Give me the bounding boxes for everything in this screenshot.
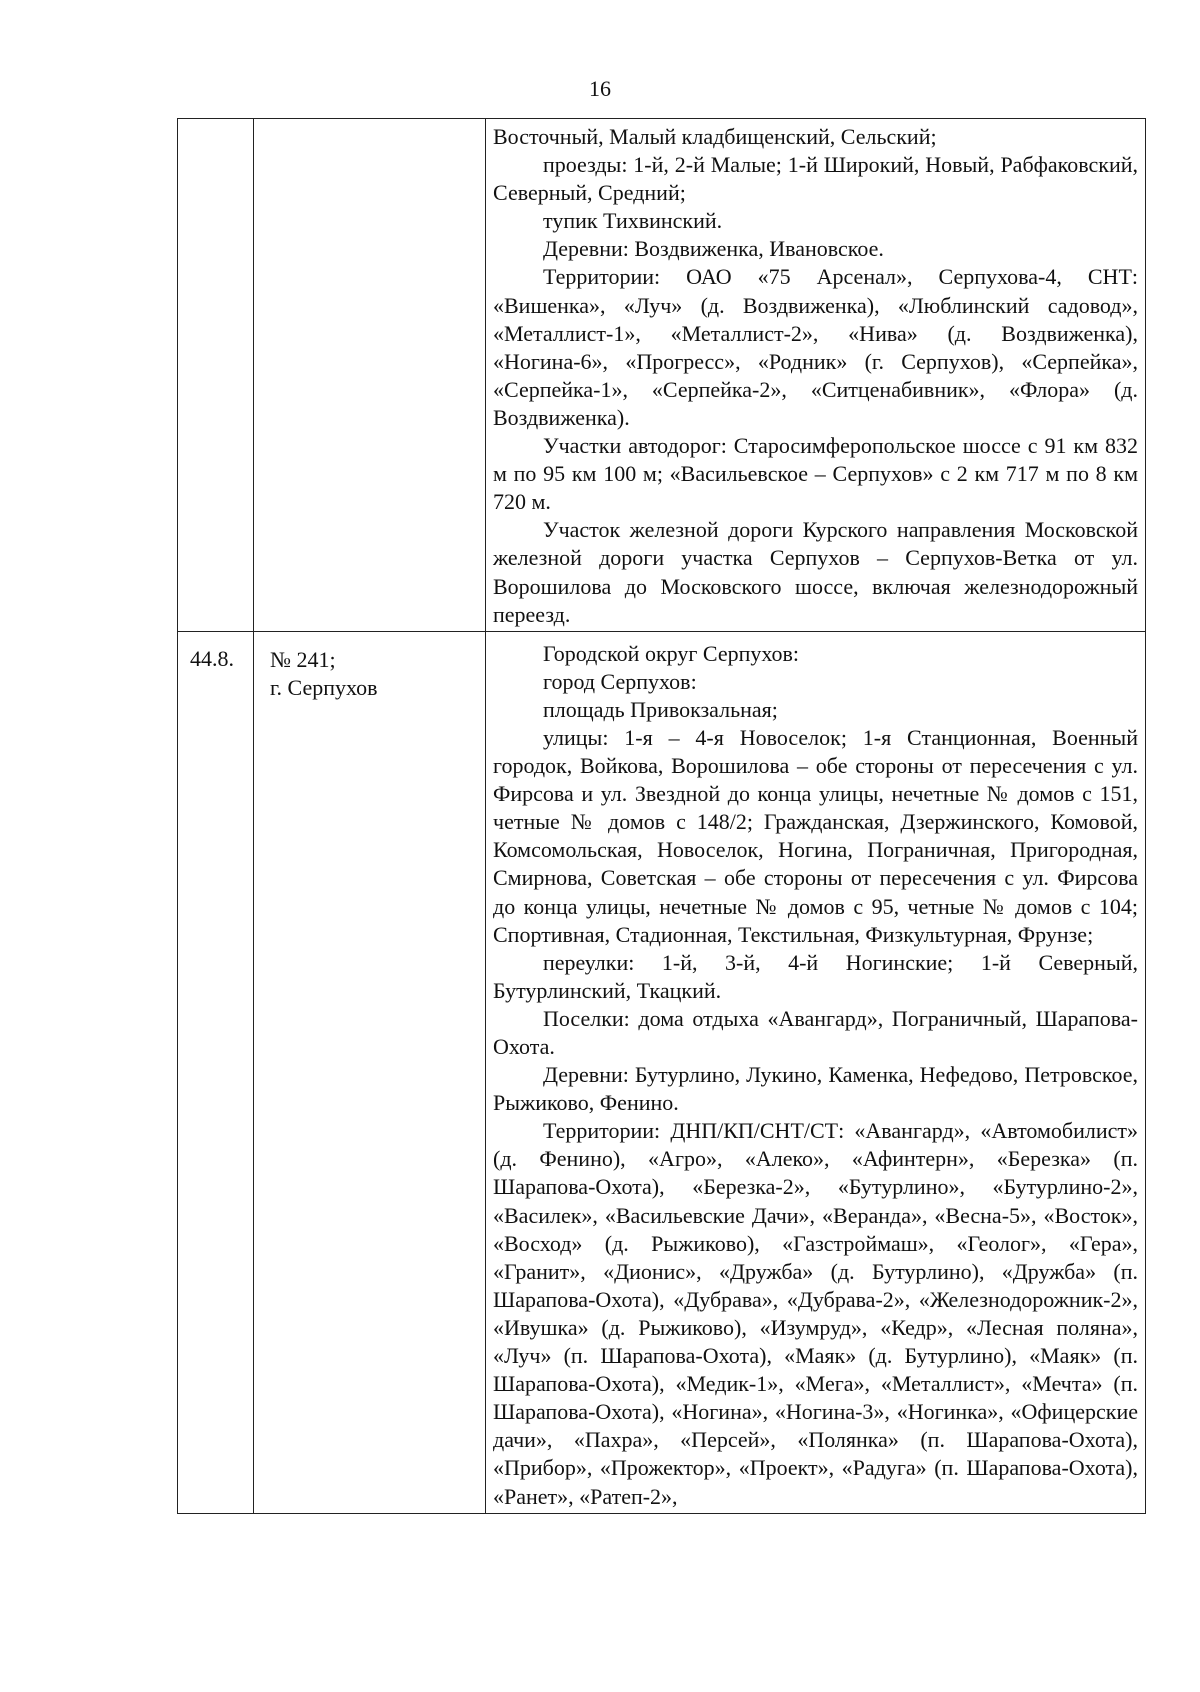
paragraph: переулки: 1-й, 3-й, 4-й Ногинские; 1-й Северный, Бутурлинский, Ткацкий.: [493, 949, 1138, 1003]
district-city: г. Серпухов: [270, 674, 378, 700]
paragraph: Деревни: Бутурлино, Лукино, Каменка, Нефедово, Петровское, Рыжиково, Фенино.: [493, 1062, 1138, 1116]
paragraph: город Серпухов:: [543, 668, 697, 694]
paragraph: Участок железной дороги Курского направления Московской железной дороги участка Серпухов – Серпухов-Ветка от ул. Ворошилова до Московского шоссе, включая железнодорожный переезд.: [493, 517, 1138, 627]
page-number: 16: [589, 76, 611, 101]
paragraph: Восточный, Малый кладбищенский, Сельский;: [493, 124, 937, 149]
district-number: № 241;: [270, 646, 336, 672]
paragraph: тупик Тихвинский.: [543, 208, 723, 234]
paragraph: Деревни: Воздвиженка, Ивановское.: [543, 236, 884, 262]
paragraph: Поселки: дома отдыха «Авангард», Пограничный, Шарапова-Охота.: [493, 1005, 1138, 1059]
paragraph: площадь Привокзальная;: [543, 696, 778, 722]
paragraph: Городской округ Серпухов:: [543, 640, 800, 666]
row-number: 44.8.: [178, 631, 254, 1513]
district-table: [177, 118, 1146, 1514]
paragraph: Территории: ДНП/КП/СНТ/СТ: «Авангард», «Автомобилист» (д. Фенино), «Агро», «Алеко», «Афинтерн», «Березка» (п. Шарапова-Охота), «Березка-2», «Бутурлино», «Бутурлино-2», «Василек», «Васильевские Дачи», «Веранда», «Весна-5», «Восток», «Восход» (д. Рыжиково), «Газстроймаш», «Геолог», «Гера», «Гранит», «Дионис», «Дружба» (д. Бутурлино), «Дружба» (п. Шарапова-Охота), «Дубрава», «Дубрава-2», «Железнодорожник-2», «Ивушка» (д. Рыжиково), «Изумруд», «Кедр», «Лесная поляна», «Луч» (п. Шарапова-Охота), «Маяк» (д. Бутурлино), «Маяк» (п. Шарапова-Охота), «Медик-1», «Мега», «Металлист», «Мечта» (п. Шарапова-Охота), «Ногина», «Ногина-3», «Ногинка», «Офицерские дачи», «Пахра», «Персей», «Полянка» (п. Шарапова-Охота), «Прибор», «Прожектор», «Проект», «Радуга» (п. Шарапова-Охота), «Ранет», «Ратеп-2»,: [493, 1118, 1138, 1509]
paragraph: Участки автодорог: Старосимферопольское шоссе с 91 км 832 м по 95 км 100 м; «Васильевское – Серпухов» с 2 км 717 м по 8 км 720 м.: [493, 433, 1138, 515]
table-row: [178, 631, 1146, 1513]
district-cell: [254, 631, 486, 1513]
row-number: [178, 119, 254, 632]
paragraph: улицы: 1-я – 4-я Новоселок; 1-я Станционная, Военный городок, Войкова, Ворошилова – обе стороны от пересечения с ул. Фирсова и ул. Звездной до конца улицы, нечетные № домов с 151, четные № домов с 148/2; Гражданская, Дзержинского, Комовой, Комсомольская, Новоселок, Ногина, Пограничная, Пригородная, Смирнова, Советская – обе стороны от пересечения с ул. Фирсова до конца улицы, нечетные № домов с 95, четные № домов с 104; Спортивная, Стадионная, Текстильная, Физкультурная, Фрунзе;: [493, 724, 1138, 947]
district-cell: [254, 119, 486, 632]
paragraph: Территории: ОАО «75 Арсенал», Серпухова-4, СНТ: «Вишенка», «Луч» (д. Воздвиженка), «Люблинский садовод», «Металлист-1», «Металлист-2», «Нива» (д. Воздвиженка), «Ногина-6», «Прогресс», «Родник» (г. Серпухов), «Серпейка», «Серпейка-1», «Серпейка-2», «Ситценабивник», «Флора» (д. Воздвиженка).: [493, 264, 1138, 430]
paragraph: проезды: 1-й, 2-й Малые; 1-й Широкий, Новый, Рабфаковский, Северный, Средний;: [493, 152, 1138, 206]
territory-description: [486, 631, 1146, 1513]
table-row: [178, 119, 1146, 632]
territory-description: [486, 119, 1146, 632]
